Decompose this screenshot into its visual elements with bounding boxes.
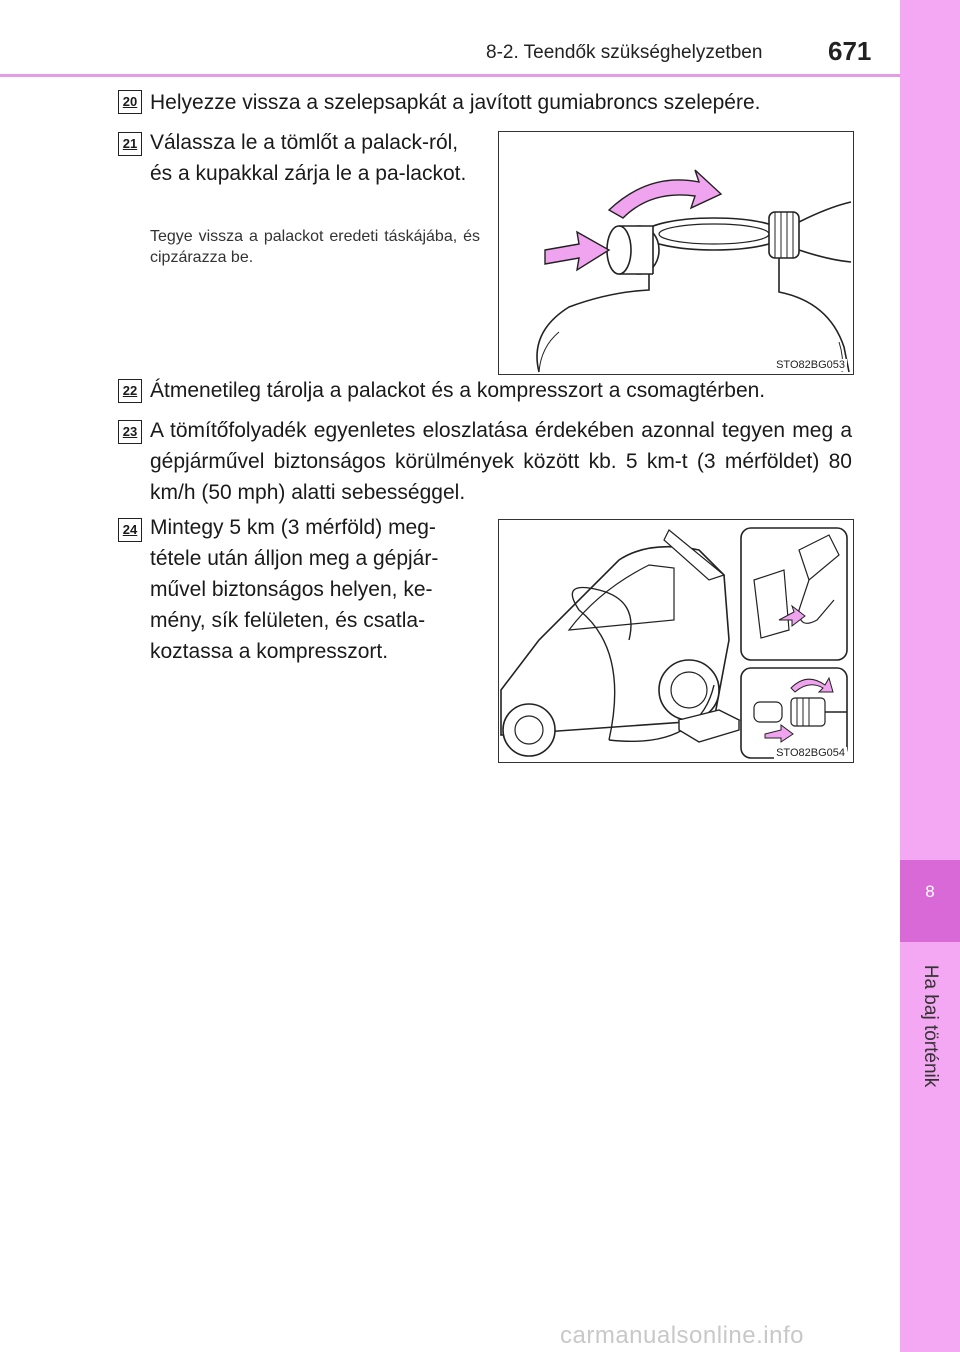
watermark: carmanualsonline.info: [560, 1322, 804, 1349]
figure-code: STO82BG053: [776, 359, 845, 371]
step-text-20: Helyezze vissza a szelepsapkát a javított gumiabroncs szelepére.: [150, 91, 761, 114]
step-note-21: Tegye vissza a palackot eredeti táskájába, és cipzárazza be.: [150, 228, 480, 266]
page-number: 671: [828, 36, 872, 66]
step-badge-21: 21: [118, 132, 142, 156]
figure-code: STO82BG054: [776, 747, 845, 759]
step-badge-22: 22: [118, 379, 142, 403]
bottle-cap-illustration: [499, 132, 853, 374]
step-badge-20: 20: [118, 90, 142, 114]
chapter-number: 8: [925, 882, 935, 901]
step-badge-24: 24: [118, 518, 142, 542]
section-title: 8-2. Teendők szükséghelyzetben: [486, 42, 763, 63]
step-text-22: Átmenetileg tárolja a palackot és a kompresszort a csomagtérben.: [150, 379, 766, 402]
figure-compressor-connection: [498, 519, 854, 763]
figure-bottle-cap: [498, 131, 854, 375]
step-text-21: Válassza le a tömlőt a palack-ról, és a kupakkal zárja le a pa-lackot.: [150, 131, 467, 185]
side-tab-upper: [900, 0, 960, 860]
step-badge-23: 23: [118, 420, 142, 444]
step-text-24: Mintegy 5 km (3 mérföld) meg-tétele után álljon meg a gépjár-művel biztonságos helyen, ke-mény, sík felületen, és csatla-koztassa a kompresszort.: [150, 516, 439, 663]
car-compressor-illustration: [499, 520, 853, 762]
header-divider: [0, 74, 900, 77]
chapter-title: Ha baj történik: [920, 964, 941, 1088]
step-text-23: A tömítőfolyadék egyenletes eloszlatása érdekében azonnal tegyen meg a gépjárművel biztonságos körülmények között kb. 5 km-t (3 mérföldet) 80 km/h (50 mph) alatti sebességgel.: [150, 419, 852, 504]
